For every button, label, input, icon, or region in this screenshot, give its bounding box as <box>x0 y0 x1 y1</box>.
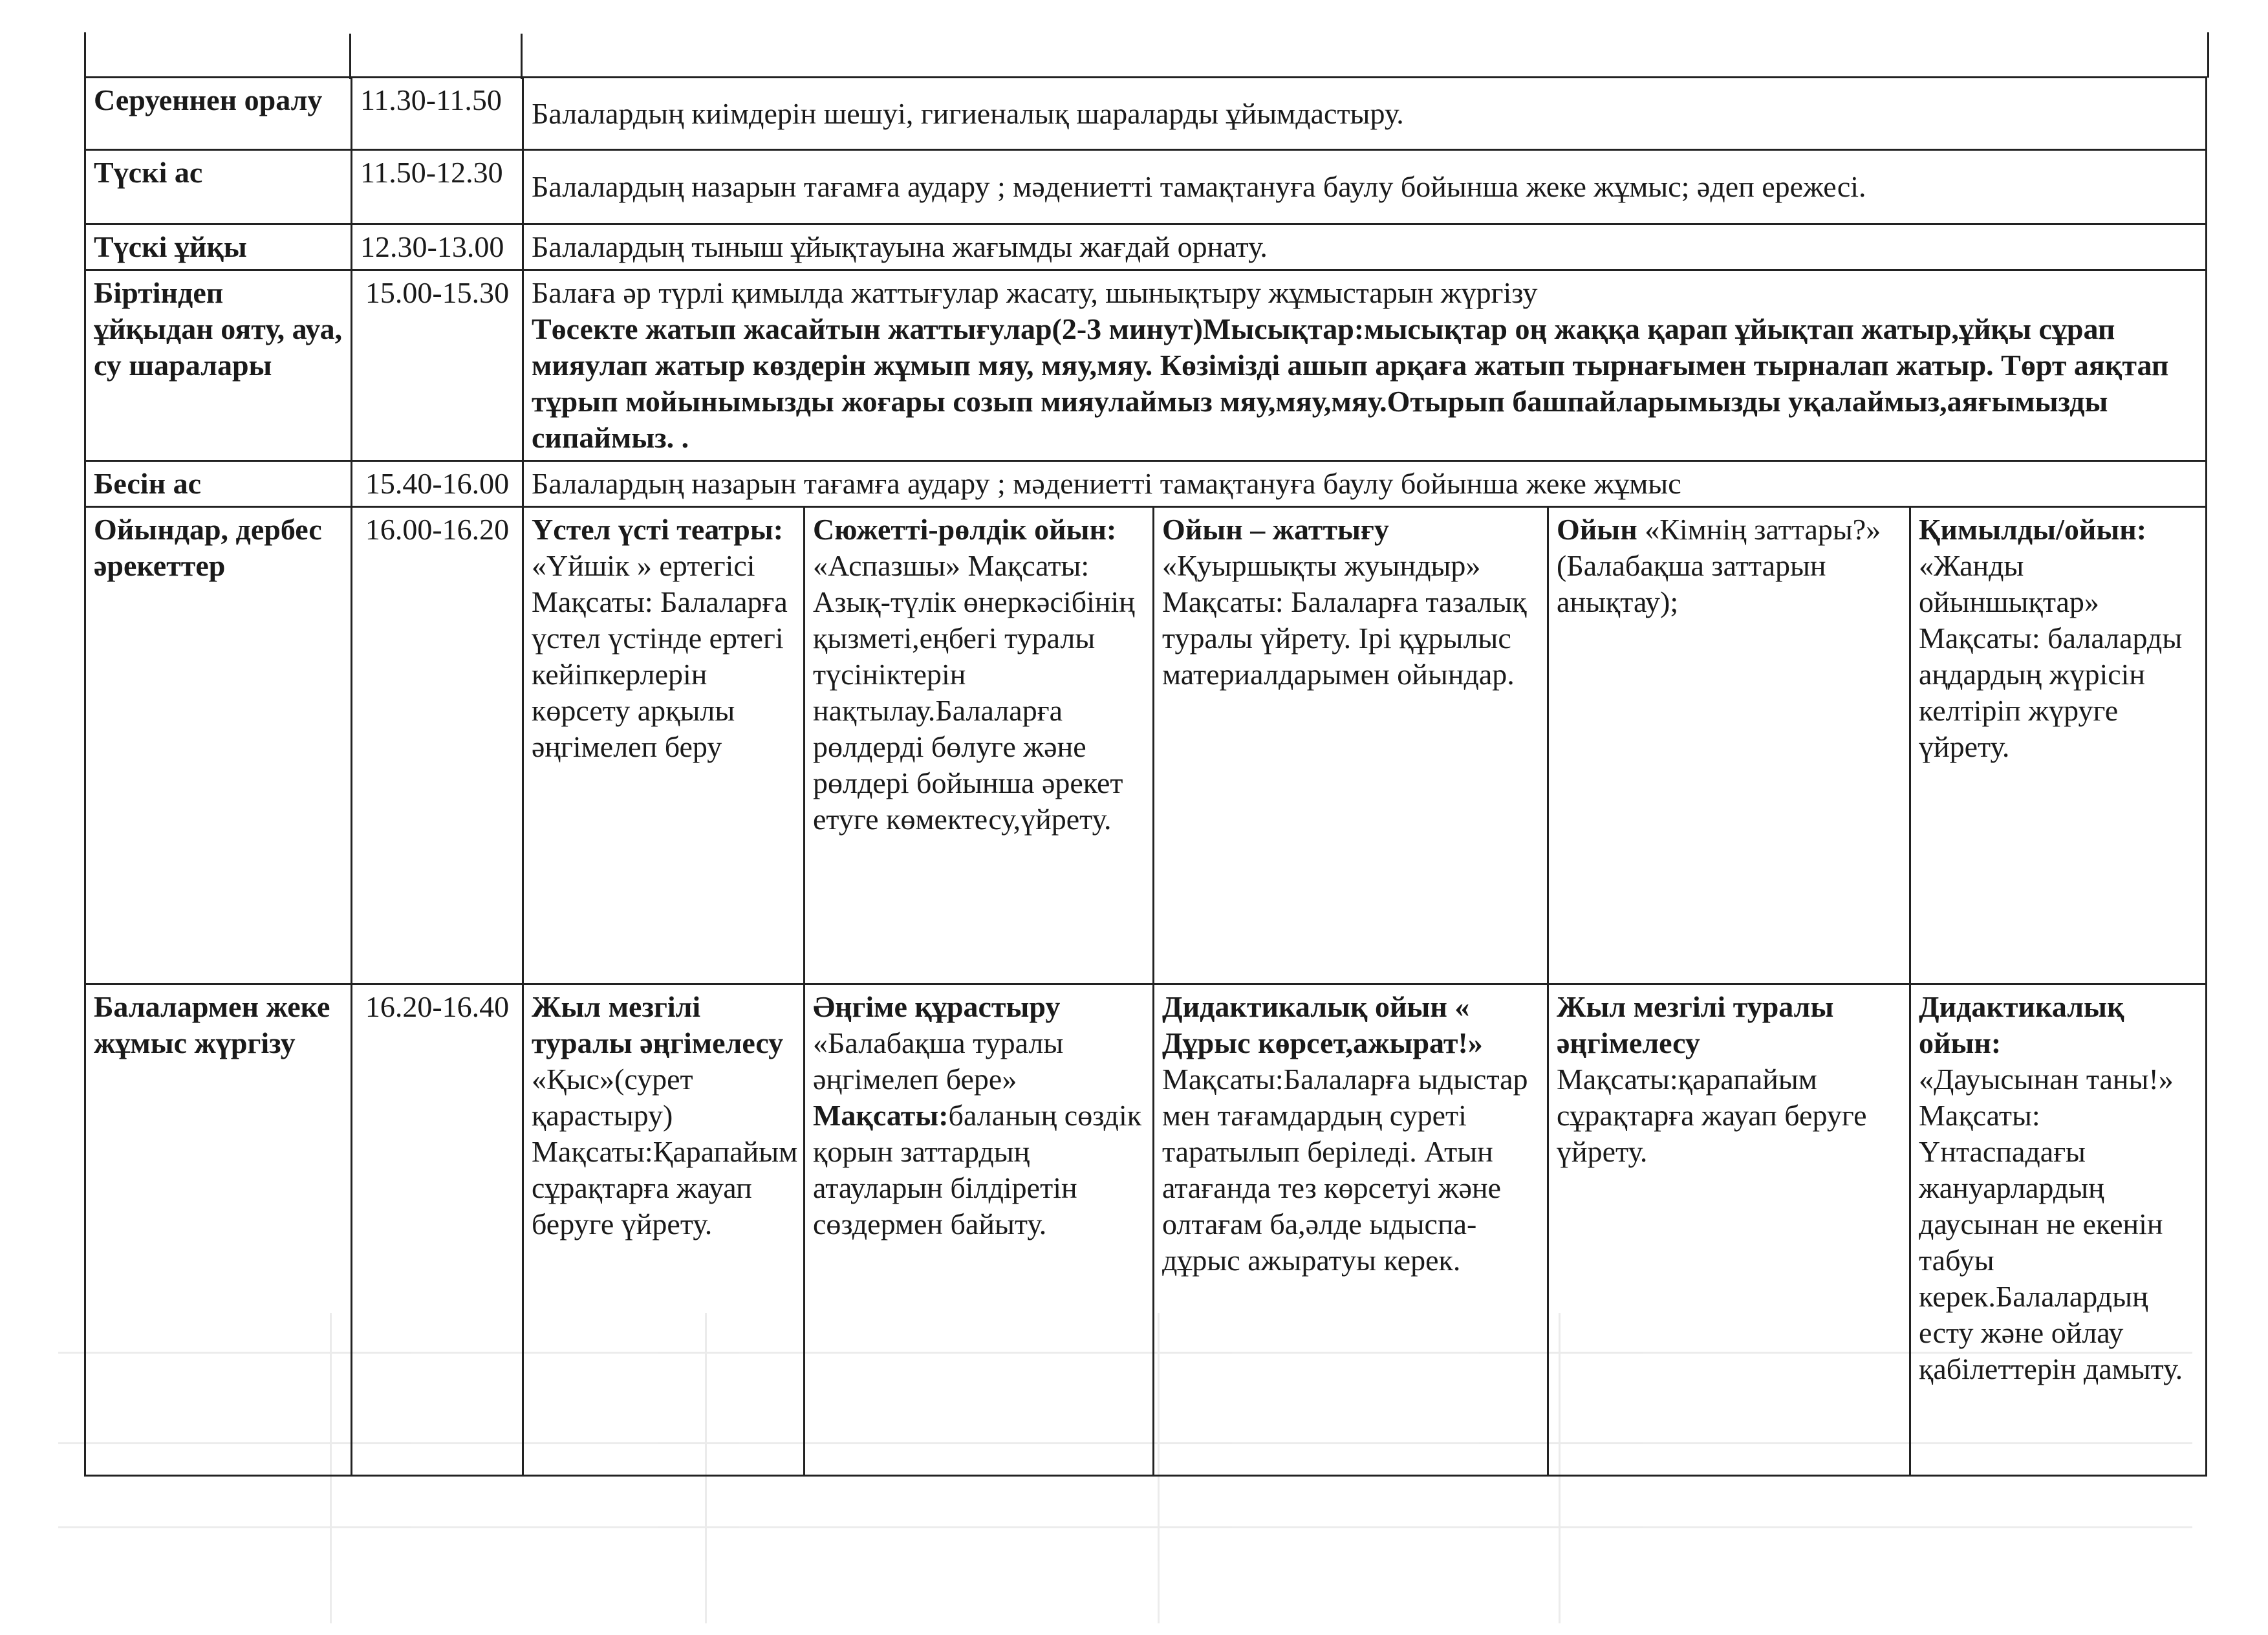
individual-cell <box>1910 984 2207 1476</box>
individual-body: «Қыс»(сурет қарастыру) Мақсаты:Қарапайым сұрақтарға жауап беруге үйрету. <box>532 1063 798 1240</box>
activity-label: Біртіндеп ұйқыдан ояту, ауа, су шаралары <box>85 270 352 461</box>
individual-cell <box>1154 984 1548 1476</box>
individual-title: Дидактикалық ойын: <box>1919 990 2124 1059</box>
activity-label: Серуеннен оралу <box>85 78 352 150</box>
game-title: Сюжетті-рөлдік ойын: <box>813 513 1117 546</box>
individual-title: Дидактикалық ойын « Дұрыс көрсет,ажырат!» <box>1162 990 1483 1059</box>
table-row <box>85 150 2207 224</box>
previous-column-line <box>521 34 523 79</box>
game-body: «Қуыршықты жуындыр» Мақсаты: Балаларға тазалық туралы үйрету. Ірі құрылыс материалдарымен ойындар. <box>1162 549 1527 691</box>
game-title: Үстел үсті театры: <box>532 513 784 546</box>
game-title: Ойын – жаттығу <box>1162 513 1389 546</box>
time-range: 11.30-11.50 <box>352 78 523 150</box>
individual-cell <box>1548 984 1910 1476</box>
time-range: 15.00-15.30 <box>352 270 523 461</box>
game-body: «Кімнің заттары?» (Балабақша заттарын анықтау); <box>1557 513 1881 618</box>
individual-cell <box>805 984 1154 1476</box>
table-row <box>85 224 2207 270</box>
individual-title: Жыл мезгілі туралы әңгімелесу <box>1557 990 1834 1059</box>
table-row <box>85 78 2207 150</box>
activity-description: Балалардың киімдерін шешуі, гигиеналық шараларды ұйымдастыру. <box>523 78 2207 150</box>
time-range: 12.30-13.00 <box>352 224 523 270</box>
previous-column-line <box>349 34 351 79</box>
individual-title: Жыл мезгілі туралы әңгімелесу <box>532 990 784 1059</box>
previous-page-table-edge <box>84 32 2209 78</box>
activity-description <box>523 270 2207 461</box>
individual-body: «Дауысынан таны!» Мақсаты: Үнтаспадағы жануарлардың даусынан не екенін табуы керек.Балалардың есту және ойлау қабілеттерін дамыту. <box>1919 1063 2183 1385</box>
time-range: 15.40-16.00 <box>352 461 523 507</box>
individual-body: «Балабақша туралы әңгімелеп бере» <box>813 1026 1064 1096</box>
activity-label: Ойындар, дербес әрекеттер <box>85 507 352 984</box>
activity-text: Балаға әр түрлі қимылда жаттығулар жасату, шынықтыру жұмыстарын жүргізу <box>532 276 1538 309</box>
game-title: Ойын <box>1557 513 1637 546</box>
activity-description: Балалардың назарын тағамға аудару ; мәдениетті тамақтануға баулу бойынша жеке жұмыс; әдеп ережесі. <box>523 150 2207 224</box>
game-cell <box>1548 507 1910 984</box>
table-row <box>85 984 2207 1476</box>
exercise-text: Төсекте жатып жасайтын жаттығулар(2-3 минут)Мысықтар:мысықтар оң жаққа қарап ұйықтап жатыр,ұйқы сұрап мияулап жатыр көздерін жұмып мяу, мяу,мяу. Көзімізді ашып арқаға жатып тырнағымен тырналап жатыр. Төрт аяқтап тұрып мойынымызды жоғары созып мияулаймыз мяу,мяу,мяу.Отырып башпайларымызды уқалаймыз,аяғымызды сипаймыз. . <box>532 312 2169 454</box>
game-title: Қимылды/ойын: <box>1919 513 2147 546</box>
activity-label: Бесін ас <box>85 461 352 507</box>
activity-label: Түскі ас <box>85 150 352 224</box>
time-range: 16.20-16.40 <box>352 984 523 1476</box>
table-row <box>85 270 2207 461</box>
individual-body: Мақсаты:қарапайым сұрақтарға жауап беруге үйрету. <box>1557 1063 1867 1168</box>
game-cell <box>805 507 1154 984</box>
game-body: «Жанды ойыншықтар» Мақсаты: балаларды аңдардың жүрісін келтіріп жүруге үйрету. <box>1919 549 2183 763</box>
activity-description: Балалардың назарын тағамға аудару ; мәдениетті тамақтануға баулу бойынша жеке жұмыс <box>523 461 2207 507</box>
activity-label: Түскі ұйқы <box>85 224 352 270</box>
goal-text: баланың сөздік қорын заттардың атауларын білдіретін сөздермен байыту. <box>813 1099 1142 1240</box>
game-body: «Үйшік » ертегісі Мақсаты: Балаларға үстел үстінде ертегі кейіпкерлерін көрсету арқылы әңгімелеп беру <box>532 549 788 763</box>
game-cell <box>523 507 805 984</box>
game-cell <box>1154 507 1548 984</box>
individual-body: Мақсаты:Балаларға ыдыстар мен тағамдардың суреті таратылып беріледі. Атын атағанда тез көрсетуі және олтағам ба,әлде ыдыспа-дұрыс ажыратуы керек. <box>1162 1063 1528 1277</box>
table-row <box>85 507 2207 984</box>
individual-title: Әңгіме құрастыру <box>813 990 1061 1023</box>
table-row <box>85 461 2207 507</box>
activity-description: Балалардың тыныш ұйықтауына жағымды жағдай орнату. <box>523 224 2207 270</box>
activity-label: Балалармен жеке жұмыс жүргізу <box>85 984 352 1476</box>
game-cell <box>1910 507 2207 984</box>
game-body: «Аспазшы» Мақсаты: Азық-түлік өнеркәсібінің қызметі,еңбегі туралы түсініктерін нақтылау.Балаларға рөлдерді бөлуге және рөлдері бойынша әрекет етуге көмектесу,үйрету. <box>813 549 1135 836</box>
time-range: 16.00-16.20 <box>352 507 523 984</box>
time-range: 11.50-12.30 <box>352 150 523 224</box>
individual-goal <box>813 1098 1145 1242</box>
goal-label: Мақсаты: <box>813 1099 949 1132</box>
schedule-table <box>84 76 2207 1477</box>
individual-cell <box>523 984 805 1476</box>
